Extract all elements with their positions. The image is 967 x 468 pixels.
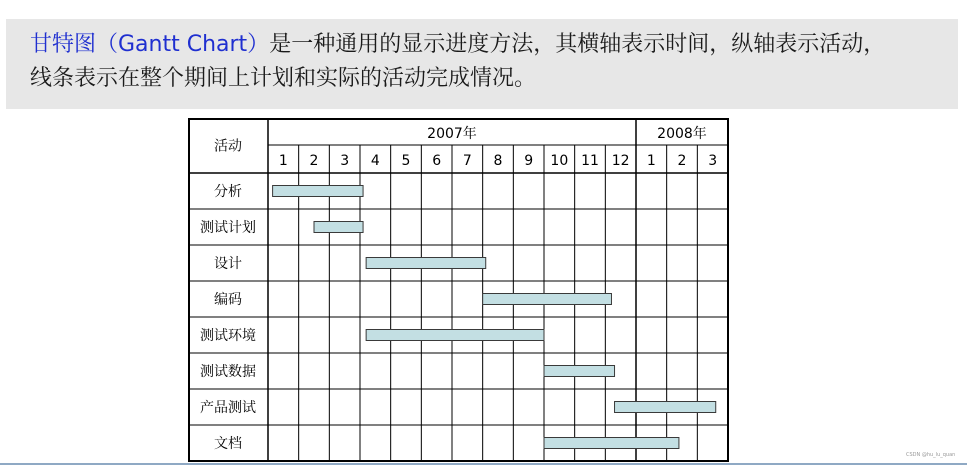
year-label: 2008年 [657,126,707,142]
gantt-chart [188,118,729,462]
watermark: CSDN @hu_lu_quan [906,452,956,458]
month-label: 3 [708,153,718,169]
year-label: 2007年 [427,126,477,142]
month-label: 2 [309,153,319,169]
definition-line-2: 线条表示在整个期间上计划和实际的活动完成情况。 [30,66,537,91]
task-bar [366,330,544,341]
definition-line-1 [30,30,885,60]
month-label: 3 [340,153,350,169]
task-bar [544,438,679,449]
task-label: 编码 [214,292,242,308]
task-label: 分析 [214,184,242,200]
task-label: 测试环境 [200,328,256,344]
month-label: 11 [581,153,599,169]
task-bar [366,258,486,269]
task-bar [273,186,363,197]
month-label: 7 [462,153,472,169]
definition-text-1: 是一种通用的显示进度方法，其横轴表示时间，纵轴表示活动， [269,32,886,57]
definition-callout [6,19,958,109]
page-divider [0,463,967,465]
month-label: 12 [611,153,630,169]
gantt-term: 甘特图（Gantt Chart） [30,32,270,57]
task-label: 测试计划 [200,220,256,236]
month-label: 1 [646,153,656,169]
task-label: 测试数据 [200,364,256,380]
task-label: 产品测试 [200,400,256,416]
task-bar [615,402,716,413]
task-label: 文档 [214,436,242,452]
task-label: 设计 [214,256,242,272]
month-label: 1 [278,153,288,169]
corner-label: 活动 [214,138,242,155]
month-label: 10 [550,153,569,169]
month-label: 5 [401,153,411,169]
task-bar [314,222,363,233]
month-label: 2 [677,153,687,169]
month-label: 4 [370,153,380,169]
task-bar [483,294,612,305]
task-bar [544,366,615,377]
month-label: 6 [432,153,442,169]
month-label: 8 [493,153,503,169]
gantt-svg [188,118,729,462]
month-label: 9 [524,153,534,169]
